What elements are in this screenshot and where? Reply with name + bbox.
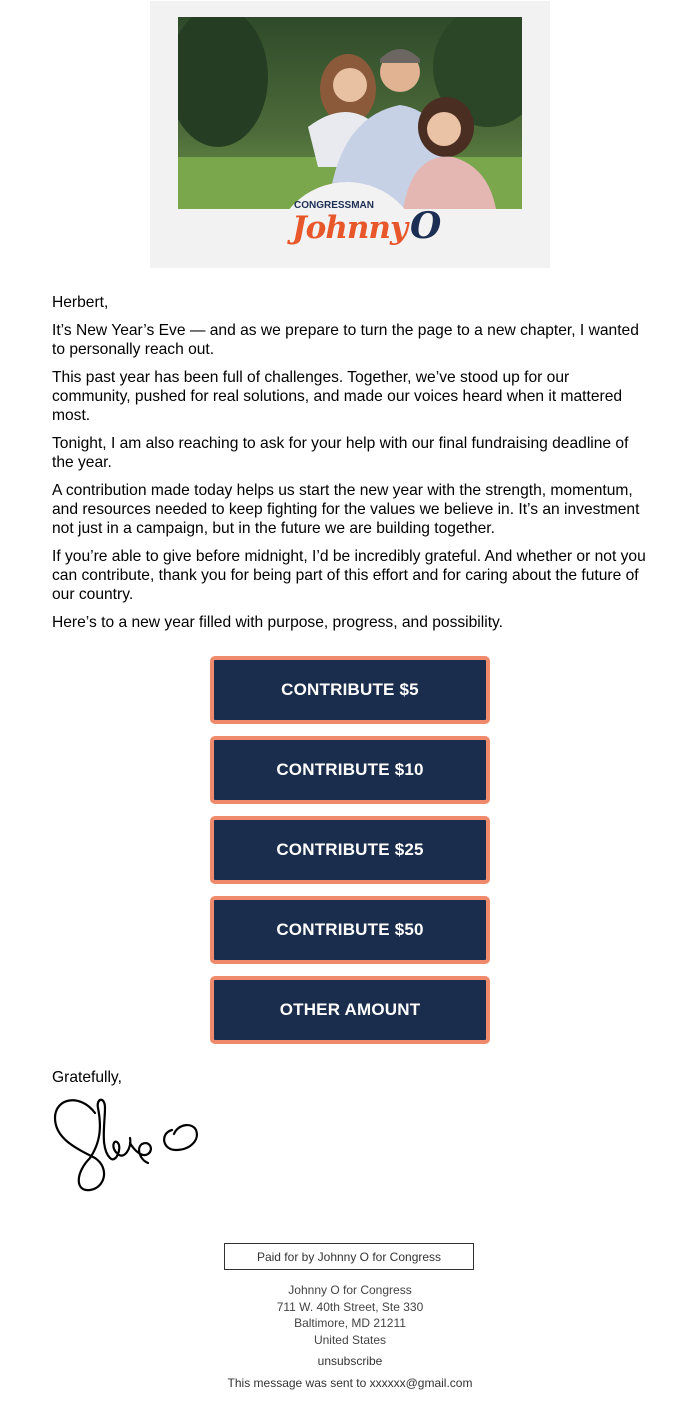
unsubscribe-link[interactable]: unsubscribe <box>317 1354 383 1368</box>
country: United States <box>313 1332 387 1347</box>
header-image <box>150 1 550 268</box>
contribute-50-button[interactable]: CONTRIBUTE $50 <box>210 896 490 964</box>
mailing-address <box>0 1282 700 1348</box>
paragraph: Tonight, I am also reaching to ask for your help with our final fundraising deadline of the year. <box>52 435 629 471</box>
contribute-25-button[interactable]: CONTRIBUTE $25 <box>210 816 490 884</box>
contribution-buttons <box>210 656 490 1056</box>
signature <box>50 1088 210 1198</box>
logo-name: Johnny <box>292 210 407 246</box>
contribute-5-button[interactable]: CONTRIBUTE $5 <box>210 656 490 724</box>
city: Baltimore, MD 21211 <box>294 1316 406 1330</box>
campaign-logo <box>292 205 441 255</box>
sent-to-notice: This message was sent to xxxxxx@gmail.com <box>227 1376 473 1390</box>
org-name: Johnny O for Congress <box>288 1283 412 1297</box>
paragraph: It’s New Year’s Eve — and as we prepare to turn the page to a new chapter, I wanted to personally reach out. <box>52 322 639 358</box>
other-amount-button[interactable]: OTHER AMOUNT <box>210 976 490 1044</box>
paragraph: Here’s to a new year filled with purpose, progress, and possibility. <box>52 614 503 631</box>
street: 711 W. 40th Street, Ste 330 <box>276 1299 424 1314</box>
paid-for-disclaimer: Paid for by Johnny O for Congress <box>224 1243 474 1270</box>
paragraph: If you’re able to give before midnight, I’d be incredibly grateful. And whether or not you can contribute, thank you for being part of this effort and for caring about the future of our country. <box>52 548 646 603</box>
family-photo <box>178 17 522 209</box>
greeting: Herbert, <box>52 294 109 311</box>
logo-congressman: CONGRESSMAN <box>294 200 375 211</box>
logo-initial: O <box>409 205 442 247</box>
email-body <box>52 293 652 641</box>
paragraph: A contribution made today helps us start the new year with the strength, momentum, and resources needed to keep fighting for the values we believe in. It’s an investment not just in a campaign, but in the future we are building together. <box>52 482 640 537</box>
closing: Gratefully, <box>52 1069 122 1086</box>
paragraph: This past year has been full of challenges. Together, we’ve stood up for our community, pushed for real solutions, and made our voices heard when it mattered most. <box>52 369 623 424</box>
contribute-10-button[interactable]: CONTRIBUTE $10 <box>210 736 490 804</box>
